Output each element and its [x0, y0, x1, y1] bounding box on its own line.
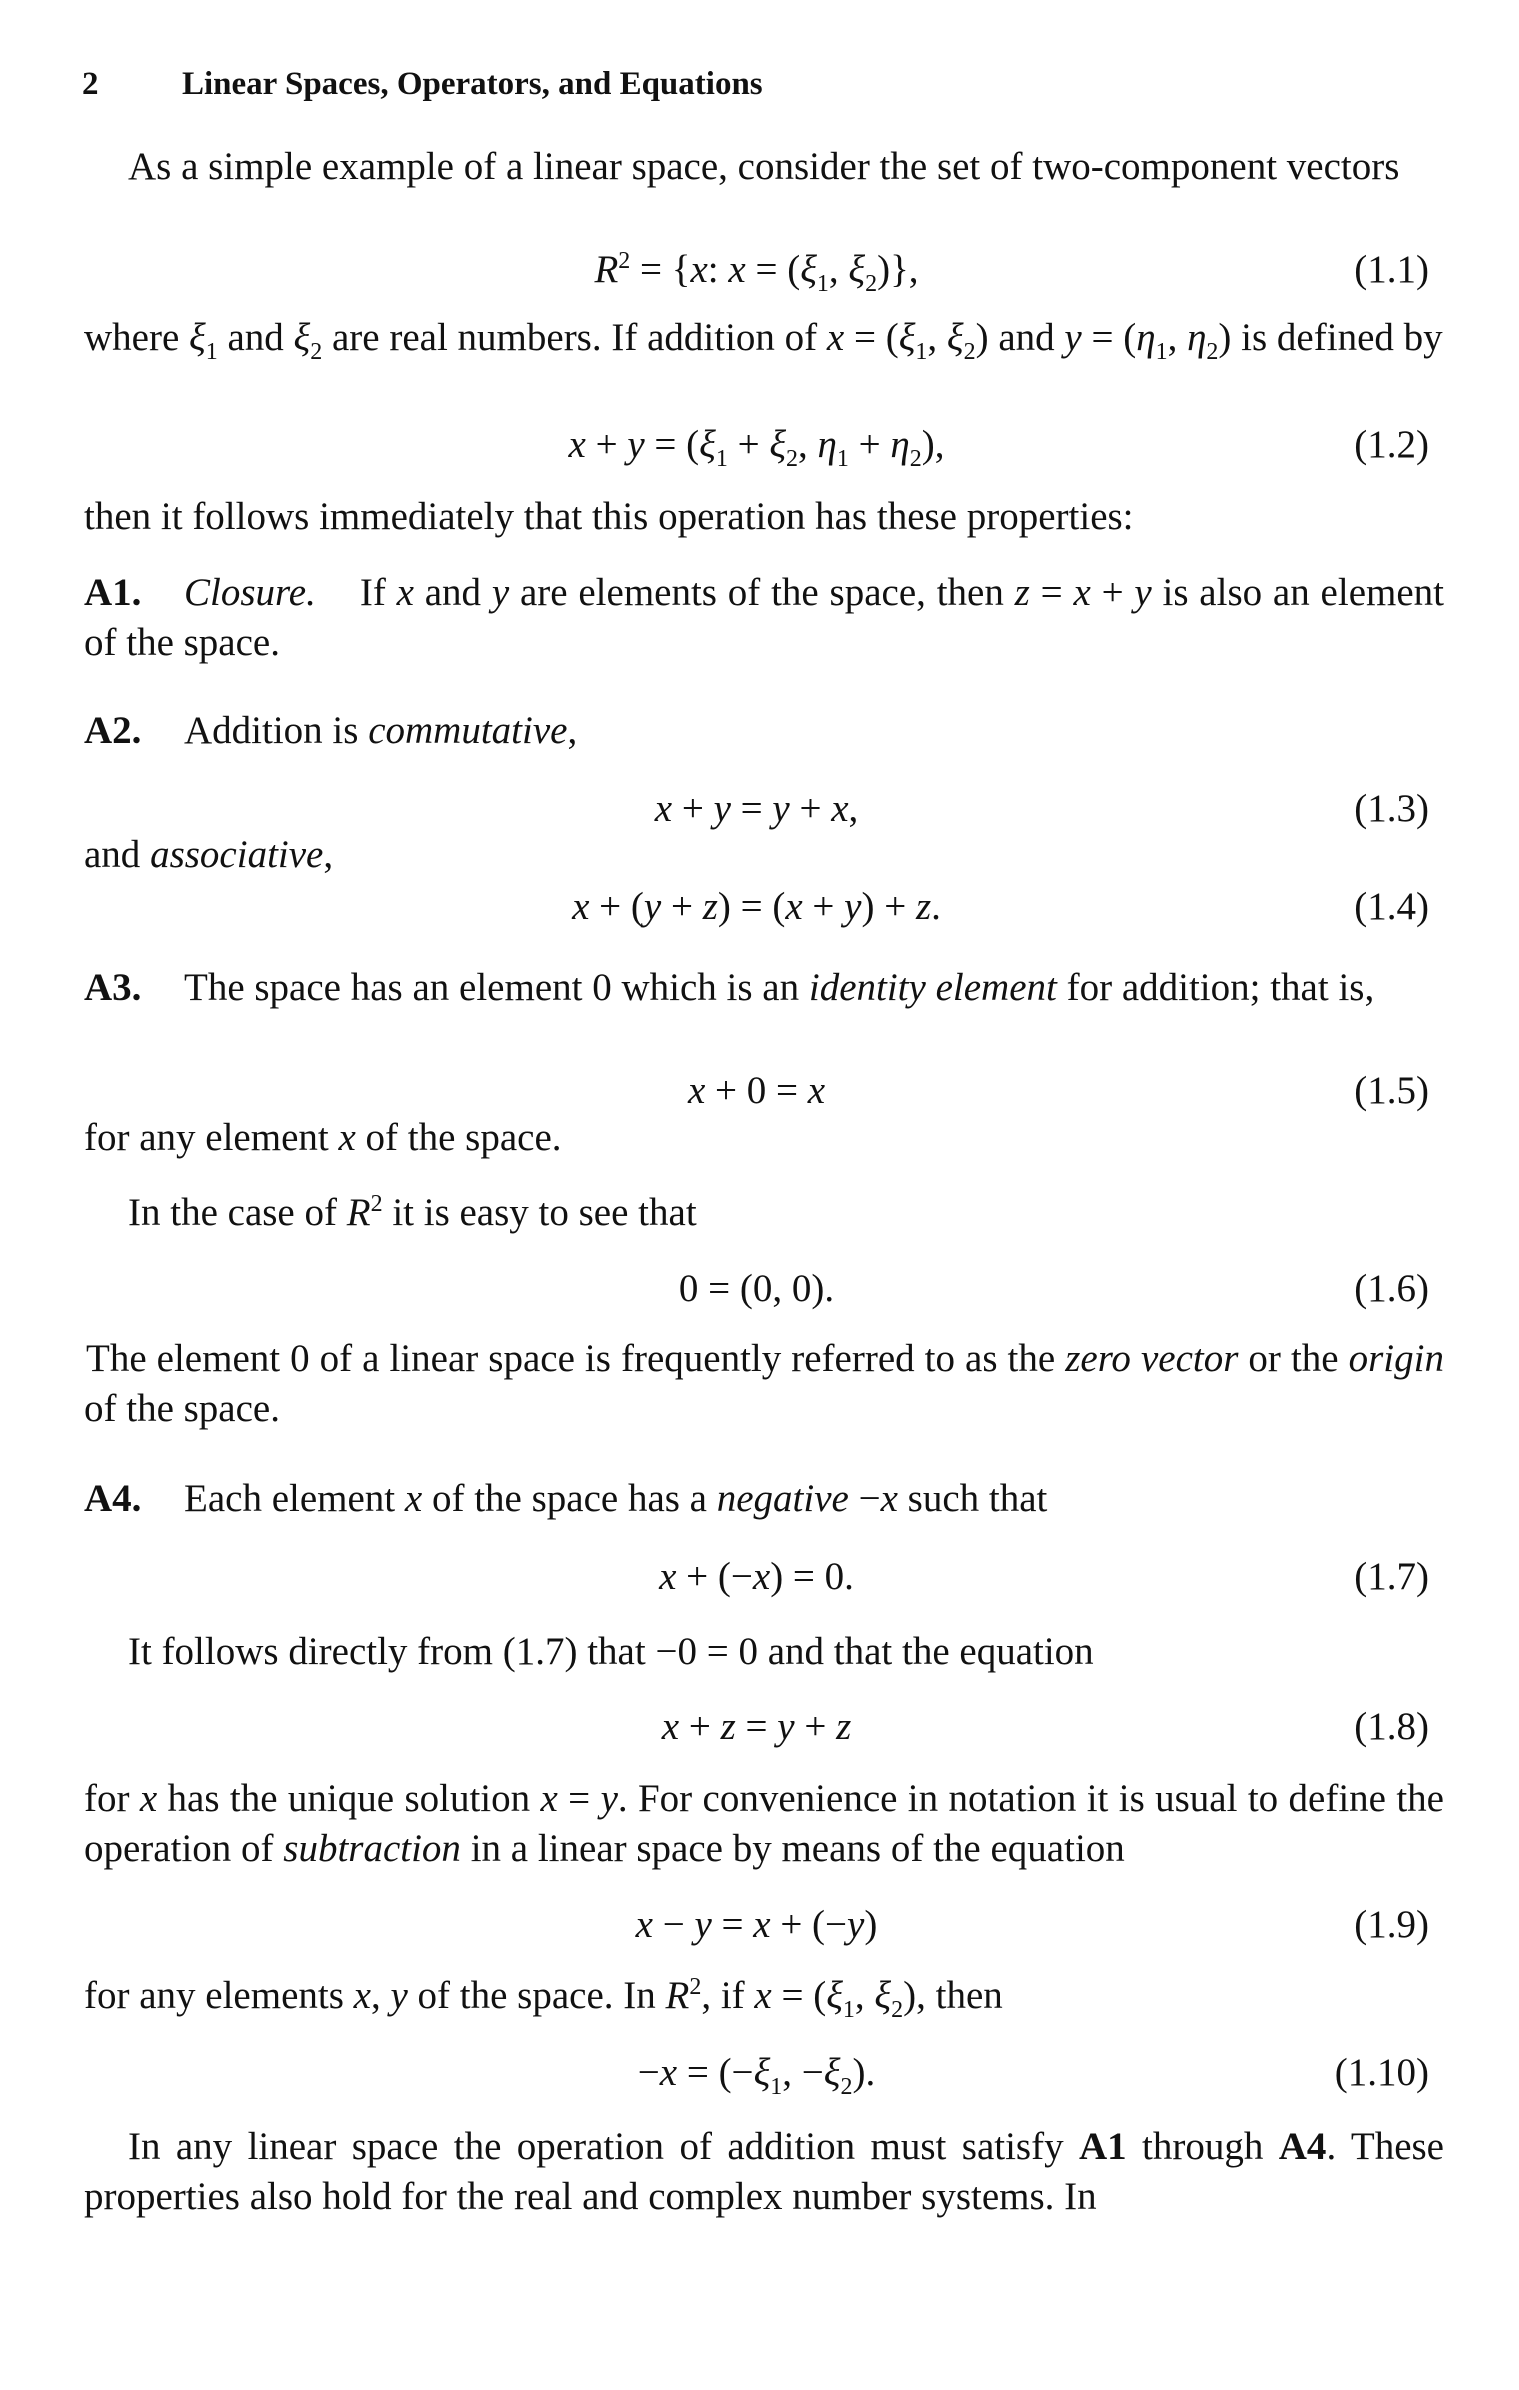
- property-label: A1.: [84, 571, 142, 614]
- equation-number: (1.10): [1334, 2051, 1429, 2094]
- equation-formula: x + y = y + x,: [654, 787, 859, 830]
- follows-line: It follows directly from (1.7) that −0 = 0 and that the equation: [128, 1630, 1094, 1673]
- equation-1-6: [84, 1264, 1429, 1314]
- equation-1-1: [84, 245, 1429, 295]
- equation-formula: x + z = y + z: [661, 1705, 852, 1748]
- equation-1-8: [84, 1702, 1429, 1752]
- running-header: [82, 66, 763, 103]
- equation-1-2: [84, 420, 1429, 470]
- property-label: A2.: [84, 709, 142, 752]
- subtraction-paragraph: for x has the unique solution x = y. For convenience in notation it is usual to define the operation of subtraction in a linear space by means of the equation: [84, 1777, 1444, 1870]
- property-a4: A4. Each element x of the space has a negative −x such that: [84, 1474, 1444, 1524]
- intro-paragraph: As a simple example of a linear space, consider the set of two-component vectors: [128, 145, 1400, 188]
- equation-number: (1.9): [1354, 1903, 1429, 1946]
- equation-number: (1.6): [1354, 1267, 1429, 1310]
- equation-formula: $x + y = (\xi_1 + \xi_2$, $\eta_1 + \eta_2$),: [568, 423, 945, 472]
- property-label: A3.: [84, 966, 142, 1009]
- property-a1: A1. Closure. If x and y are elements of the space, then z = x + y is also an element of the space.: [84, 568, 1444, 668]
- equation-number: (1.3): [1354, 787, 1429, 830]
- equation-1-5: [84, 1066, 1429, 1116]
- equation-number: (1.7): [1354, 1555, 1429, 1598]
- property-a2: A2. Addition is commutative,: [84, 706, 1444, 756]
- equation-formula: $-x = (-\xi_1$, $-\xi_2$).: [637, 2051, 876, 2100]
- then-paragraph: then it follows immediately that this operation has these properties:: [84, 495, 1134, 538]
- equation-1-7: [84, 1552, 1429, 1602]
- for-any-line: for any element x of the space.: [84, 1116, 562, 1159]
- zero-vector-paragraph: The element 0 of a linear space is frequently referred to as the zero vector or the origin of the space.: [84, 1337, 1444, 1430]
- equation-1-3: [84, 784, 1429, 834]
- equation-formula: x + (−x) = 0.: [659, 1555, 854, 1598]
- equation-number: (1.4): [1354, 885, 1429, 928]
- property-label: A4.: [84, 1477, 142, 1520]
- elements-line: for any elements x, y of the space. In $R^2$, if $x = (\xi_1$, $\xi_2$), then: [84, 1974, 1003, 2023]
- closing-paragraph: In any linear space the operation of addition must satisfy A1 through A4. These properties also hold for the real and complex number systems. In: [84, 2125, 1444, 2218]
- equation-formula: x + (y + z) = (x + y) + z.: [572, 885, 941, 928]
- equation-number: (1.2): [1354, 423, 1429, 466]
- equation-1-10: [84, 2048, 1429, 2098]
- property-a3: A3. The space has an element 0 which is an identity element for addition; that is,: [84, 963, 1444, 1013]
- equation-number: (1.5): [1354, 1069, 1429, 1112]
- page-number: 2: [82, 66, 99, 102]
- equation-1-4: [84, 882, 1429, 932]
- equation-formula: x − y = x + (−y): [635, 1903, 878, 1946]
- associative-line: and associative,: [84, 833, 334, 876]
- in-case-line: In the case of $R^2$ it is easy to see that: [128, 1191, 697, 1234]
- equation-1-9: [84, 1900, 1429, 1950]
- equation-number: (1.1): [1354, 248, 1429, 291]
- equation-formula: 0 = (0, 0).: [678, 1267, 835, 1310]
- equation-formula: $R^2 = \{x$: $x = (\xi_1$, $\xi_2$)},: [594, 248, 919, 297]
- equation-formula: x + 0 = x: [687, 1069, 826, 1112]
- equation-number: (1.8): [1354, 1705, 1429, 1748]
- running-title: Linear Spaces, Operators, and Equations: [182, 66, 763, 102]
- where-paragraph: where $\xi_1$ and $\xi_2$ are real numbers. If addition of $x = (\xi_1$, $\xi_2$) and $y = (\eta_1$, $\eta_2$) is defined by: [84, 316, 1443, 365]
